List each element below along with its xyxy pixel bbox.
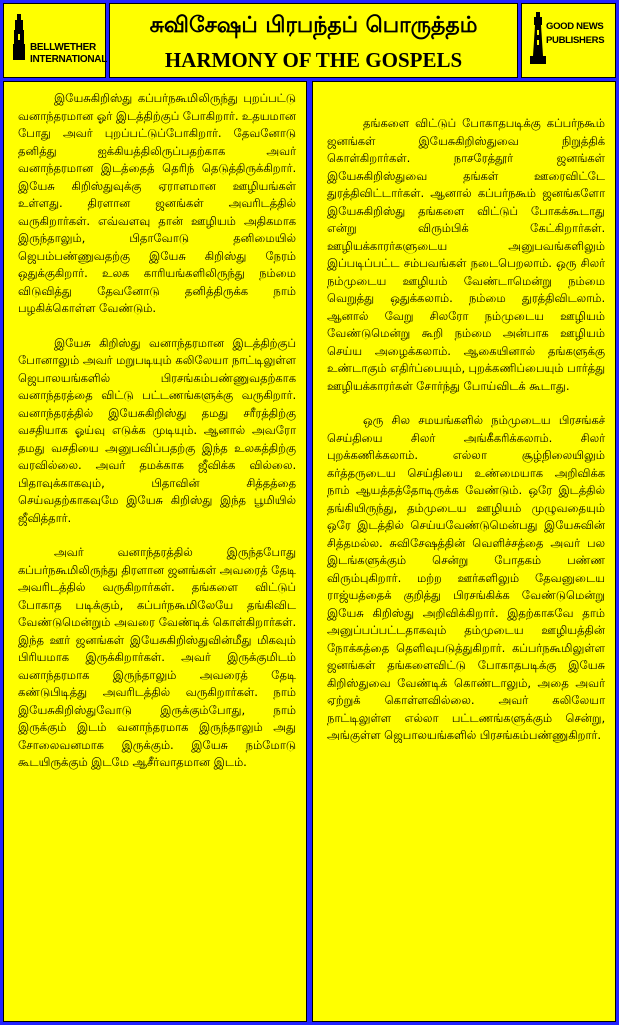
logo-line-2: INTERNATIONAL bbox=[30, 54, 108, 65]
bell-tower-icon bbox=[12, 14, 26, 60]
logo-line-1: GOOD NEWS bbox=[546, 21, 604, 32]
left-column bbox=[3, 81, 307, 1022]
logo-line-1: BELLWETHER bbox=[30, 42, 96, 53]
good-news-logo-box bbox=[521, 3, 616, 78]
title-box bbox=[109, 3, 518, 78]
good-news-logo-text bbox=[546, 20, 604, 48]
right-column bbox=[312, 81, 616, 1022]
paragraph: அவர் வனாந்தரத்தில் இருந்தபோது கப்பர்நகூமிலிருந்து திரளான ஜனங்கள் அவரைத் தேடி அவரிடத்தில் வருகிறார்கள். தங்களை விட்டுப் போகாத படிக்கும், கப்பர்நகூமிலேயே தங்கிவிட வேண்டுமென்றும் அவரை வேண்டிக் கொள்கிறார்கள். இந்த ஊர் ஜனங்கள் இயேசுகிறிஸ்துவின்மீது மிகவும் பிரியமாக இருக்கிறார்கள். அவர் இருக்குமிடம் வனாந்தரமாக இருந்தாலும் அவரைத் தேடி கண்டுபிடித்து அவரிடத்தில் வருகிறார்கள். நாம் இயேசுகிறிஸ்துவோடு இருக்கும்போது, நாம் இருக்கும் இடம் வனாந்தரமாக இருந்தாலும் அது சோலைவனமாக இருக்கும். இயேசு நம்மோடு கூடயிருக்கும் இடமே ஆசீர்வாதமான இடம். bbox=[18, 545, 296, 769]
bellwether-logo-text bbox=[30, 42, 107, 66]
logo-line-2: PUBLISHERS bbox=[546, 35, 605, 46]
paragraph: ஒரு சில சமயங்களில் நம்முடைய பிரசங்கச் செய்தியை சிலர் அங்கீகரிக்கலாம். சிலர் புறக்கணிக்கலாம். எல்லா சூழ்நிலையிலும் கர்த்தருடைய செய்தியை உண்மையாக அறிவிக்க நாம் ஆயத்தத்தோடிருக்க வேண்டும். ஒரே இடத்தில் தங்கியிருந்து, தம்முடைய ஊழியம் முழுவதையும் ஒரே இடத்தில் செய்யவேண்டுமென்பது இயேசுவின் சித்தமல்ல. சுவிசேஷத்தின் வெளிச்சத்தை அவர் பல இடங்களுக்கும் சென்று போதகம் பண்ண விரும்புகிறார். மற்ற ஊர்களிலும் தேவனுடைய ராஜ்யத்தைக் குறித்து பிரசங்கிக்க வேண்டுமென்று இயேசு கிறிஸ்து அறிவிக்கிறார். இதற்காகவே தாம் அனுப்பப்பட்டதாகவும் தம்முடைய ஊழியத்தின் நோக்கத்தை தெளிவுபடுத்துகிறார். கப்பர்நகூமிலுள்ள ஜனங்கள் தங்களைவிட்டு போகாதபடிக்கு இயேசு கிறிஸ்துவை வேண்டிக் கொண்டாலும், அதை அவர் ஏற்றுக் கொள்ளவில்லை. அவர் கலிலேயா நாட்டிலுள்ள எல்லா பட்டணங்களுக்கும் சென்று, அங்குள்ள ஜெபாலயங்களில் பிரசங்கம்பண்ணுகிறார். bbox=[327, 413, 605, 742]
title-tamil: சுவிசேஷப் பிரபந்தப் பொருத்தம் bbox=[149, 13, 478, 38]
paragraph: தங்களை விட்டுப் போகாதபடிக்கு கப்பர்நகூம் ஜனங்கள் இயேசுகிறிஸ்துவை நிறுத்திக் கொள்கிறார்கள். நாசரேத்தூர் ஜனங்கள் இயேசுகிறிஸ்துவை தங்கள் ஊரைவிட்டே துரத்திவிட்டார்கள். ஆனால் கப்பர்நகூம் ஜனங்களோ இயேசுகிறிஸ்து தங்களை விட்டுப் போகக்கூடாது என்று விரும்பிக் கேட்கிறார்கள். ஊழியக்காரர்களுடைய அனுபவங்களிலும் இப்படிப்பட்ட சம்பவங்கள் நடைபெறலாம். ஒரு சிலர் நம்முடைய ஊழியம் வேண்டாமென்று நம்மை வெறுத்து ஒதுக்கலாம். நம்மை துரத்திவிடலாம். ஆனால் வேறு சிலரோ நம்முடைய ஊழியம் வேண்டுமென்று கூறி நம்மை அன்பாக ஊழியம் செய்ய அழைக்கலாம். ஆகையினால் தங்களுக்கு உண்டாகும் எதிர்ப்பையும், புறக்கணிப்பையும் பார்த்து ஊழியக்காரர்கள் சோர்ந்து போய்விடக் கூடாது. bbox=[327, 116, 605, 393]
paragraph: இயேசுகிறிஸ்து கப்பர்நகூமிலிருந்து புறப்பட்டு வனாந்தரமான ஓர் இடத்திற்குப் போகிறார். உதயமான போது அவர் புறப்பட்டுப்போகிறார். தேவனோடு தனித்து ஐக்கியத்திலிருப்பதற்காக அவர் வனாந்தரமான இடத்தைத் தெரிந் தெடுத்திருக்கிறார். இயேசு கிறிஸ்துவுக்கு ஏராளமான ஊழியங்கள் உள்ளது. திரளான ஜனங்கள் அவரிடத்தில் வருகிறார்கள். எவ்வளவு தான் ஊழியம் அதிகமாக இருந்தாலும், பிதாவோடு தனிமையில் ஜெபம்பண்ணுவதற்கு இயேசு கிறிஸ்து நேரம் ஒதுக்குகிறார். உலக காரியங்களிலிருந்து நம்மை விடுவித்து தேவனோடு தனித்திருக்க நாம் பழகிக்கொள்ள வேண்டும். bbox=[18, 91, 296, 315]
bellwether-logo-box bbox=[3, 3, 106, 78]
title-english: HARMONY OF THE GOSPELS bbox=[164, 48, 463, 72]
lighthouse-icon bbox=[530, 12, 546, 64]
paragraph: இயேசு கிறிஸ்து வனாந்தரமான இடத்திற்குப் போனாலும் அவர் மறுபடியும் கலிலேயா நாட்டிலுள்ள ஜெபாலயங்களில் பிரசங்கம்பண்ணுவதற்காக வனாந்தரத்தை விட்டு பட்டணங்களுக்கு வருகிறார். வனாந்தரத்தில் இயேசுகிறிஸ்து தமது சரீரத்திற்கு வசதியாக ஓய்வு எடுக்க முடியும். ஆனால் அவரோ தமது வசதியை அனுபவிப்பதற்கு இந்த உலகத்திற்கு வரவில்லை. அவர் தமக்காக ஜீவிக்க வில்லை. பிதாவுக்காகவும், பிதாவின் சித்தத்தை செய்வதற்காகவுமே இயேசு கிறிஸ்து இந்த பூமியில் ஜீவித்தார். bbox=[18, 335, 296, 525]
